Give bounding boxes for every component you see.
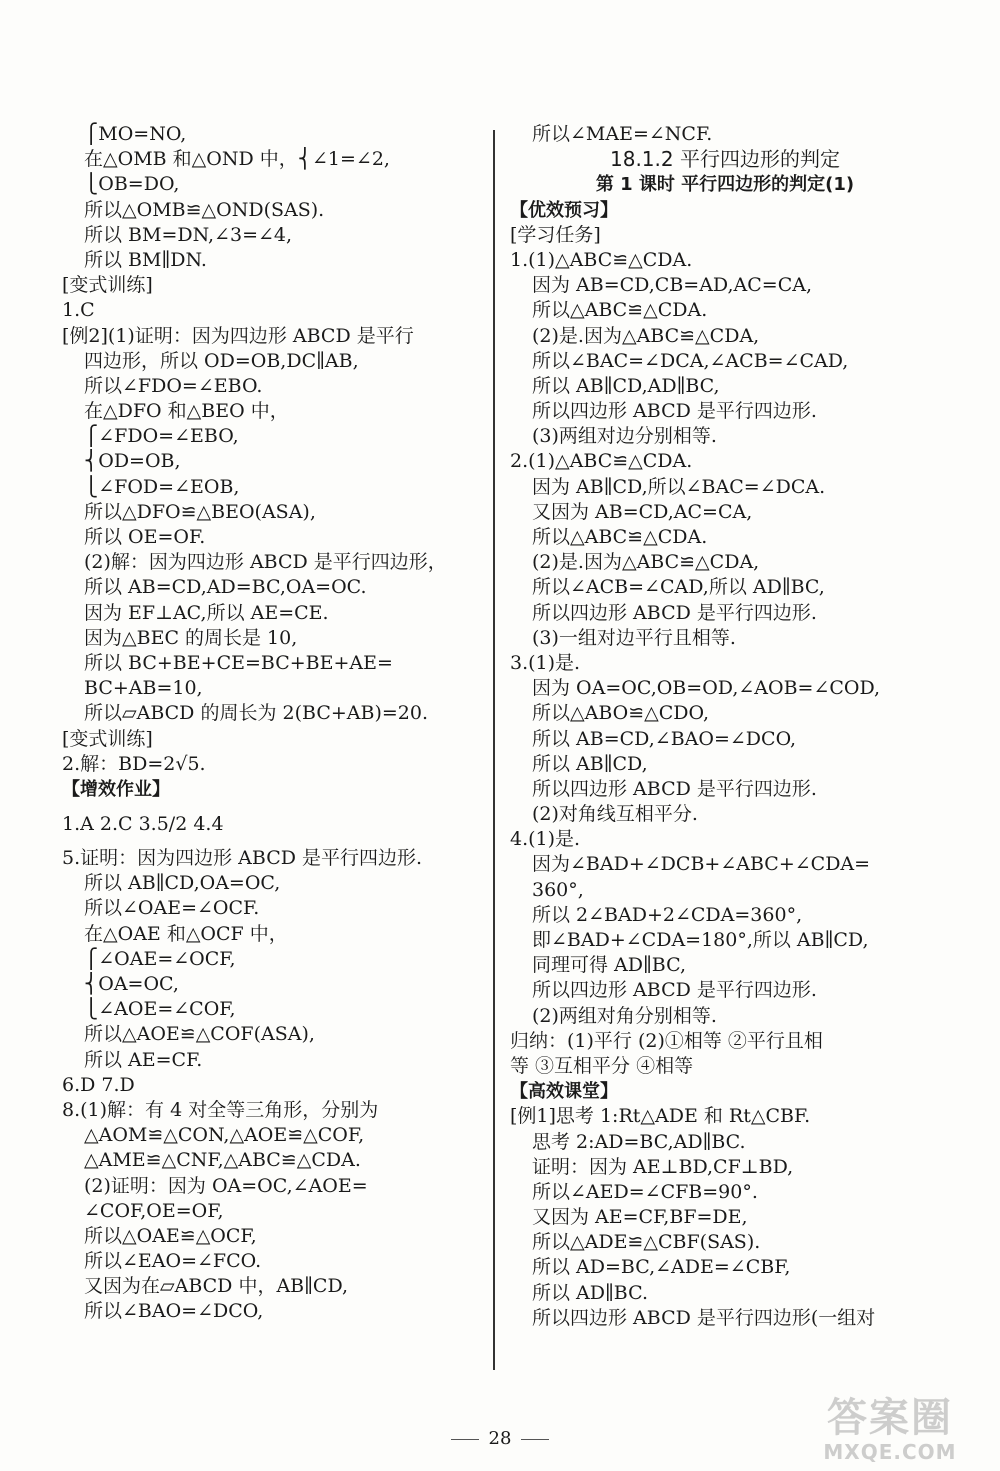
text-line: ⎧MO=NO, [84, 123, 187, 145]
text-line: 所以四边形 ABCD 是平行四边形. [532, 400, 817, 423]
text-line: (3)两组对边分别相等. [532, 425, 717, 448]
text-line: ⎧∠FDO=∠EBO, [84, 425, 239, 448]
text-line: 所以∠BAC=∠DCA,∠ACB=∠CAD, [532, 349, 849, 372]
text-line: 因为△BEC 的周长是 10, [84, 626, 298, 649]
text-line: 所以 BC+BE+CE=BC+BE+AE= [84, 651, 393, 674]
text-line: (2)解：因为四边形 ABCD 是平行四边形， [84, 551, 447, 574]
column-divider [493, 130, 495, 1370]
text-line: 18.1.2 平行四边形的判定 [610, 147, 840, 172]
text-line: 因为∠BAD+∠DCB+∠ABC+∠CDA= [532, 853, 871, 876]
text-line: 所以∠MAE=∠NCF. [532, 123, 713, 145]
text-line: 所以△OMB≌△OND(SAS). [84, 198, 325, 221]
text-line: BC+AB=10, [84, 677, 203, 700]
text-line: 2.(1)△ABC≌△CDA. [510, 450, 693, 473]
text-line: [例1]思考 1:Rt△ADE 和 Rt△CBF. [510, 1105, 811, 1128]
text-line: 所以∠AED=∠CFB=90°. [532, 1180, 758, 1203]
text-line: (2)对角线互相平分. [532, 803, 698, 826]
text-line: 即∠BAD+∠CDA=180°,所以 AB∥CD, [532, 929, 869, 951]
text-line: 所以∠OAE=∠OCF. [84, 897, 260, 920]
text-line: 所以 AE=CF. [84, 1048, 203, 1071]
text-line: 所以四边形 ABCD 是平行四边形(一组对 [532, 1306, 876, 1329]
text-line: (2)是.因为△ABC≌△CDA, [532, 324, 760, 347]
text-line: 4.(1)是. [510, 828, 581, 851]
text-line: (3)一组对边平行且相等. [532, 626, 736, 649]
text-line: [学习任务] [510, 223, 601, 246]
text-line: 8.(1)解：有 4 对全等三角形，分别为 [62, 1098, 379, 1121]
text-line: △AOM≌△CON,△AOE≌△COF, [84, 1124, 365, 1147]
text-line: 所以△AOE≌△COF(ASA), [84, 1023, 315, 1046]
text-line: (2)证明：因为 OA=OC,∠AOE= [84, 1174, 368, 1197]
text-line: 因为 AB=CD,CB=AD,AC=CA, [532, 274, 812, 297]
text-line: 所以▱ABCD 的周长为 2(BC+AB)=20. [84, 702, 429, 725]
text-line: 等 ③互相平分 ④相等 [510, 1054, 694, 1077]
text-line: (2)是.因为△ABC≌△CDA, [532, 551, 760, 574]
left-column [62, 122, 487, 1325]
watermark-url: MXQE.COM [823, 1440, 957, 1464]
text-line: △AME≌△CNF,△ABC≌△CDA. [84, 1149, 361, 1172]
text-line: ⎩∠AOE=∠COF, [84, 998, 236, 1021]
text-line: 在△OMB 和△OND 中，⎨∠1=∠2, [84, 148, 390, 171]
text-line: 所以∠ACB=∠CAD,所以 AD∥BC, [532, 576, 825, 599]
text-line: 【高效课堂】 [510, 1081, 618, 1103]
text-line: 所以 AB∥CD,OA=OC, [84, 872, 281, 895]
text-line: 所以四边形 ABCD 是平行四边形. [532, 601, 817, 624]
text-line: 1.C [62, 299, 95, 322]
text-line: 1.A 2.C 3.5/2 4.4 [62, 813, 224, 836]
text-line: 所以△DFO≌△BEO(ASA), [84, 500, 316, 523]
text-line: 因为 AB∥CD,所以∠BAC=∠DCA. [532, 475, 826, 498]
text-line: 所以△OAE≌△OCF, [84, 1224, 257, 1247]
text-line: 所以∠EAO=∠FCO. [84, 1250, 262, 1273]
text-line: 归纳：(1)平行 (2)①相等 ②平行且相 [510, 1029, 823, 1052]
page-number: 28 [488, 1428, 512, 1449]
text-line: 1.(1)△ABC≌△CDA. [510, 248, 693, 271]
right-column [510, 122, 940, 1331]
text-line: 在△DFO 和△BEO 中， [84, 400, 289, 423]
text-line: 所以 AB∥CD, [532, 752, 648, 775]
text-line: 因为 OA=OC,OB=OD,∠AOB=∠COD, [532, 677, 881, 700]
text-line: 360°, [532, 878, 584, 901]
text-line: 6.D 7.D [62, 1073, 135, 1096]
text-line: 所以∠BAO=∠DCO, [84, 1300, 264, 1323]
text-line: 【增效作业】 [62, 778, 170, 800]
text-line: 所以 OE=OF. [84, 526, 206, 548]
watermark [800, 1395, 980, 1470]
text-line: 所以 BM=DN,∠3=∠4, [84, 223, 293, 246]
text-line: 所以 AB=CD,∠BAO=∠DCO, [532, 727, 797, 750]
text-line: 【优效预习】 [510, 199, 618, 221]
text-line: 2.解：BD=2√5. [62, 752, 206, 775]
text-line: 所以 AD∥BC. [532, 1281, 648, 1304]
watermark-logo-text: 答案圈 [827, 1395, 953, 1441]
text-line: 所以△ABC≌△CDA. [532, 526, 708, 548]
text-line: 所以四边形 ABCD 是平行四边形. [532, 979, 817, 1002]
text-line: 同理可得 AD∥BC, [532, 954, 686, 977]
text-line: 第 1 课时 平行四边形的判定(1) [595, 174, 855, 196]
text-line: ⎧∠OAE=∠OCF, [84, 947, 236, 970]
text-line: 四边形，所以 OD=OB,DC∥AB, [84, 349, 359, 372]
text-line: 证明：因为 AE⊥BD,CF⊥BD, [532, 1155, 794, 1178]
text-line: 所以△ABO≌△CDO, [532, 702, 710, 725]
text-line: 所以四边形 ABCD 是平行四边形. [532, 777, 817, 800]
text-line: 所以 2∠BAD+2∠CDA=360°, [532, 903, 803, 926]
text-line: [变式训练] [62, 727, 153, 750]
text-line: 又因为 AB=CD,AC=CA, [532, 500, 753, 523]
text-line: 所以△ADE≌△CBF(SAS). [532, 1231, 761, 1254]
text-line: 又因为在▱ABCD 中，AB∥CD, [84, 1275, 349, 1298]
text-line: [例2](1)证明：因为四边形 ABCD 是平行 [62, 324, 414, 347]
text-line: 又因为 AE=CF,BF=DE, [532, 1206, 748, 1229]
text-line: 所以 BM∥DN. [84, 248, 207, 271]
text-line: (2)两组对角分别相等. [532, 1004, 717, 1027]
text-line: 所以∠FDO=∠EBO. [84, 374, 263, 397]
text-line: 因为 EF⊥AC,所以 AE=CE. [84, 601, 329, 624]
text-line: 所以 AB∥CD,AD∥BC, [532, 374, 720, 397]
text-line: 思考 2:AD=BC,AD∥BC. [532, 1130, 746, 1153]
text-line: [变式训练] [62, 274, 153, 297]
text-line: 3.(1)是. [510, 651, 581, 674]
text-line: ⎨OD=OB, [84, 450, 181, 473]
text-line: 在△OAE 和△OCF 中， [84, 922, 288, 945]
text-line: ⎩∠FOD=∠EOB, [84, 475, 240, 498]
text-line: 所以△ABC≌△CDA. [532, 299, 708, 322]
text-line: 5.证明：因为四边形 ABCD 是平行四边形. [62, 847, 423, 870]
text-line: 所以 AD=BC,∠ADE=∠CBF, [532, 1256, 791, 1279]
text-line: ∠COF,OE=OF, [84, 1199, 224, 1222]
text-line: ⎨OA=OC, [84, 973, 179, 995]
text-line: 所以 AB=CD,AD=BC,OA=OC. [84, 576, 367, 599]
text-line: ⎩OB=DO, [84, 173, 180, 196]
